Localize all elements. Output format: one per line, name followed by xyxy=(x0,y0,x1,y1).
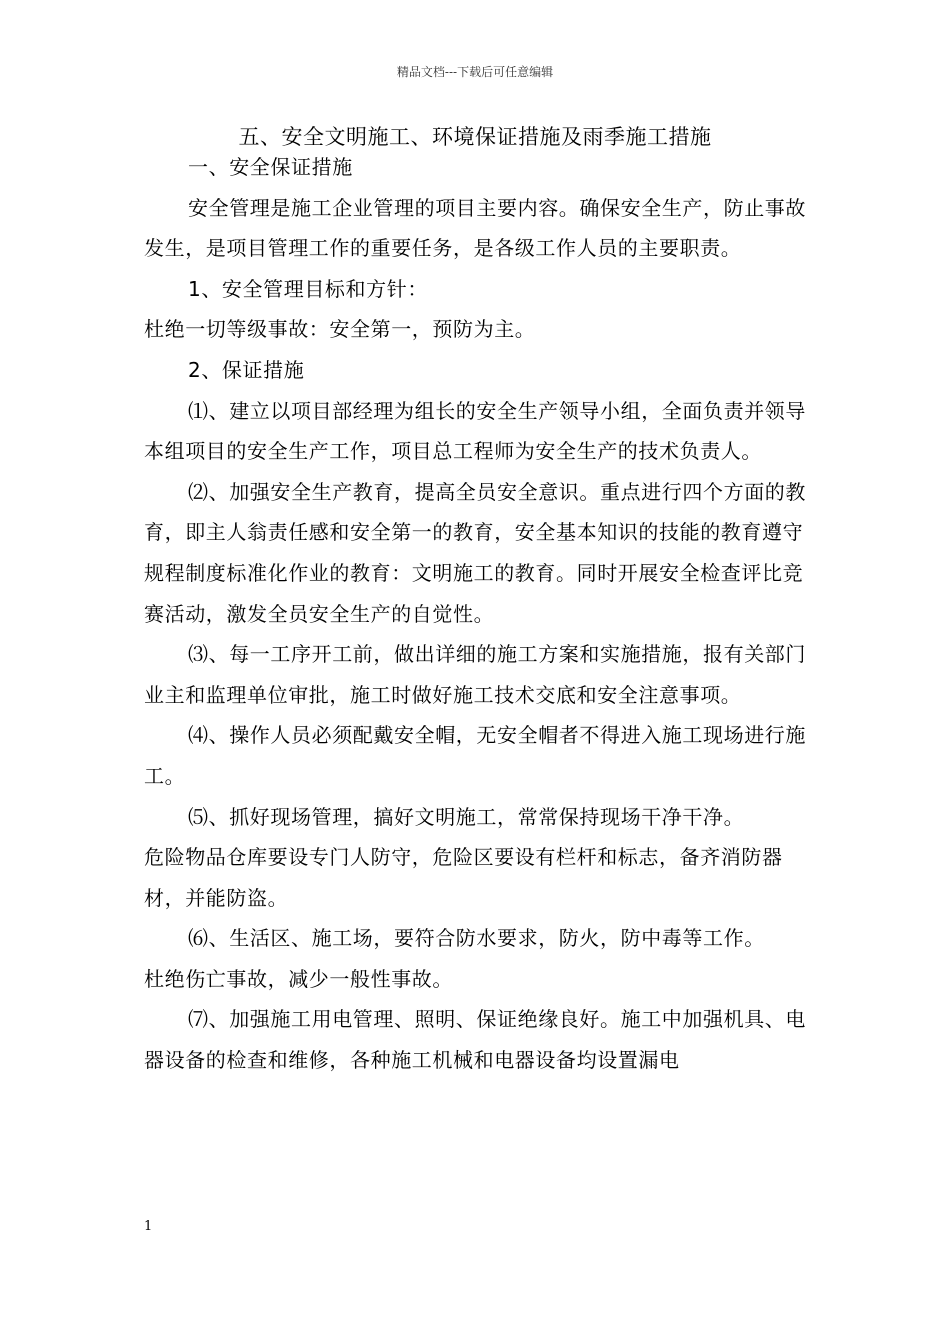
paragraph-measure-6: ⑹、生活区、施工场，要符合防水要求，防火，防中毒等工作。 xyxy=(188,926,765,951)
paragraph-measure-2: ⑵、加强安全生产教育，提高全员安全意识。重点进行四个方面的教育，即主人翁责任感和安全第一的教育，安全基本知识的技能的教育遵守规程制度标准化作业的教育：文明施工的教育。同时开展安全检查评比竞赛活动，激发全员安全生产的自觉性。 xyxy=(144,479,806,626)
document-title: 五、安全文明施工、环境保证措施及雨季施工措施 xyxy=(238,125,712,149)
header-note: 精品文档---下载后可任意编辑 xyxy=(396,65,554,79)
paragraph-subheading-measures: 2、保证措施 xyxy=(188,357,305,382)
document-body xyxy=(144,147,808,1081)
page-number: 1 xyxy=(144,1219,153,1234)
paragraph-measure-7: ⑺、加强施工用电管理、照明、保证绝缘良好。施工中加强机具、电器设备的检查和维修，各种施工机械和电器设备均设置漏电 xyxy=(144,1007,806,1073)
paragraph-measure-4: ⑷、操作人员必须配戴安全帽，无安全帽者不得进入施工现场进行施工。 xyxy=(144,723,806,788)
paragraph-subheading-goals: 1、安全管理目标和方针： xyxy=(188,276,428,301)
paragraph-measure-5: ⑸、抓好现场管理，搞好文明施工，常常保持现场干净干净。 xyxy=(188,804,745,829)
paragraph-measure-3: ⑶、每一工序开工前，做出详细的施工方案和实施措施，报有关部门业主和监理单位审批，施工时做好施工技术交底和安全注意事项。 xyxy=(144,642,806,707)
paragraph-goals-text: 杜绝一切等级事故：安全第一，预防为主。 xyxy=(144,317,536,342)
paragraph-measure-5-continued: 危险物品仓库要设专门人防守，危险区要设有栏杆和标志，备齐消防器材，并能防盗。 xyxy=(144,845,783,910)
paragraph-intro: 安全管理是施工企业管理的项目主要内容。确保安全生产，防止事故发生，是项目管理工作的重要任务，是各级工作人员的主要职责。 xyxy=(144,195,806,261)
paragraph-measure-1: ⑴、建立以项目部经理为组长的安全生产领导小组，全面负责并领导本组项目的安全生产工作，项目总工程师为安全生产的技术负责人。 xyxy=(144,398,806,464)
paragraph-measure-6-continued: 杜绝伤亡事故，减少一般性事故。 xyxy=(144,966,453,991)
section-heading: 一、安全保证措施 xyxy=(188,155,353,179)
